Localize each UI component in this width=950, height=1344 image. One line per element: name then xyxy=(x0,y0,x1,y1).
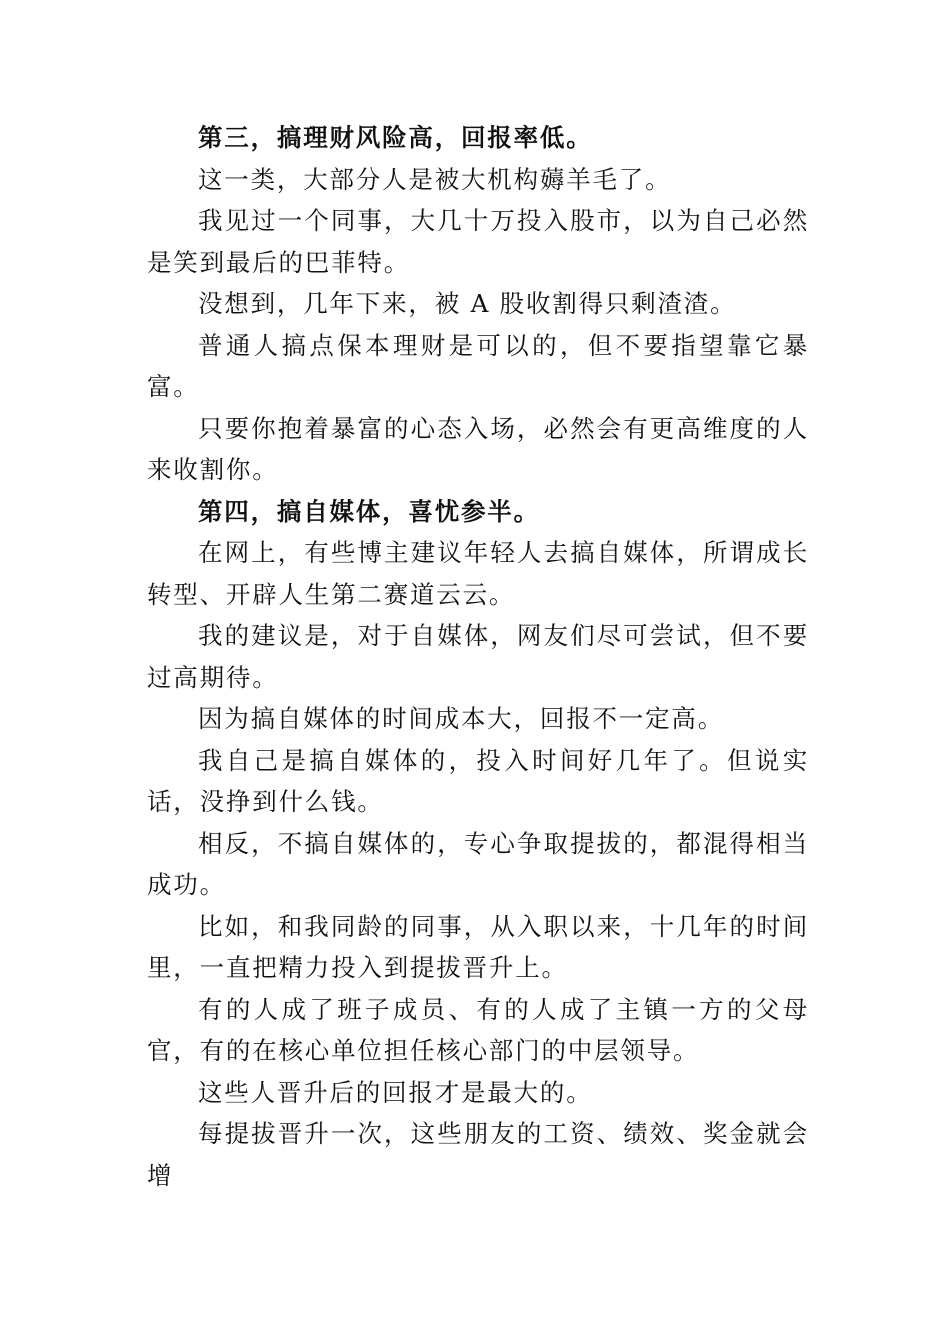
paragraph: 在网上，有些博主建议年轻人去搞自媒体，所谓成长转型、开辟人生第二赛道云云。 xyxy=(147,538,809,609)
section-heading-3: 第三，搞理财风险高，回报率低。 xyxy=(198,123,593,152)
document-body xyxy=(147,117,809,1196)
paragraph: 没想到，几年下来，被 A 股收割得只剩渣渣。 xyxy=(198,289,737,318)
paragraph: 普通人搞点保本理财是可以的，但不要指望靠它暴富。 xyxy=(147,330,809,401)
paragraph: 相反，不搞自媒体的，专心争取提拔的，都混得相当成功。 xyxy=(147,828,809,899)
paragraph: 因为搞自媒体的时间成本大，回报不一定高。 xyxy=(198,704,724,733)
paragraph: 这些人晋升后的回报才是最大的。 xyxy=(198,1077,593,1107)
paragraph: 只要你抱着暴富的心态入场，必然会有更高维度的人来收割你。 xyxy=(147,413,809,484)
section-heading-4: 第四，搞自媒体，喜忧参半。 xyxy=(198,496,540,526)
paragraph: 我见过一个同事，大几十万投入股市，以为自己必然是笑到最后的巴菲特。 xyxy=(147,206,809,277)
paragraph: 我的建议是，对于自媒体，网友们尽可尝试，但不要过高期待。 xyxy=(147,621,809,692)
paragraph: 有的人成了班子成员、有的人成了主镇一方的父母官，有的在核心单位担任核心部门的中层领导。 xyxy=(147,994,809,1065)
paragraph: 每提拔晋升一次，这些朋友的工资、绩效、奖金就会增 xyxy=(147,1119,809,1190)
paragraph: 比如，和我同龄的同事，从入职以来，十几年的时间里，一直把精力投入到提拔晋升上。 xyxy=(147,911,809,982)
paragraph: 这一类，大部分人是被大机构薅羊毛了。 xyxy=(198,164,672,194)
paragraph: 我自己是搞自媒体的，投入时间好几年了。但说实话，没挣到什么钱。 xyxy=(147,745,809,816)
